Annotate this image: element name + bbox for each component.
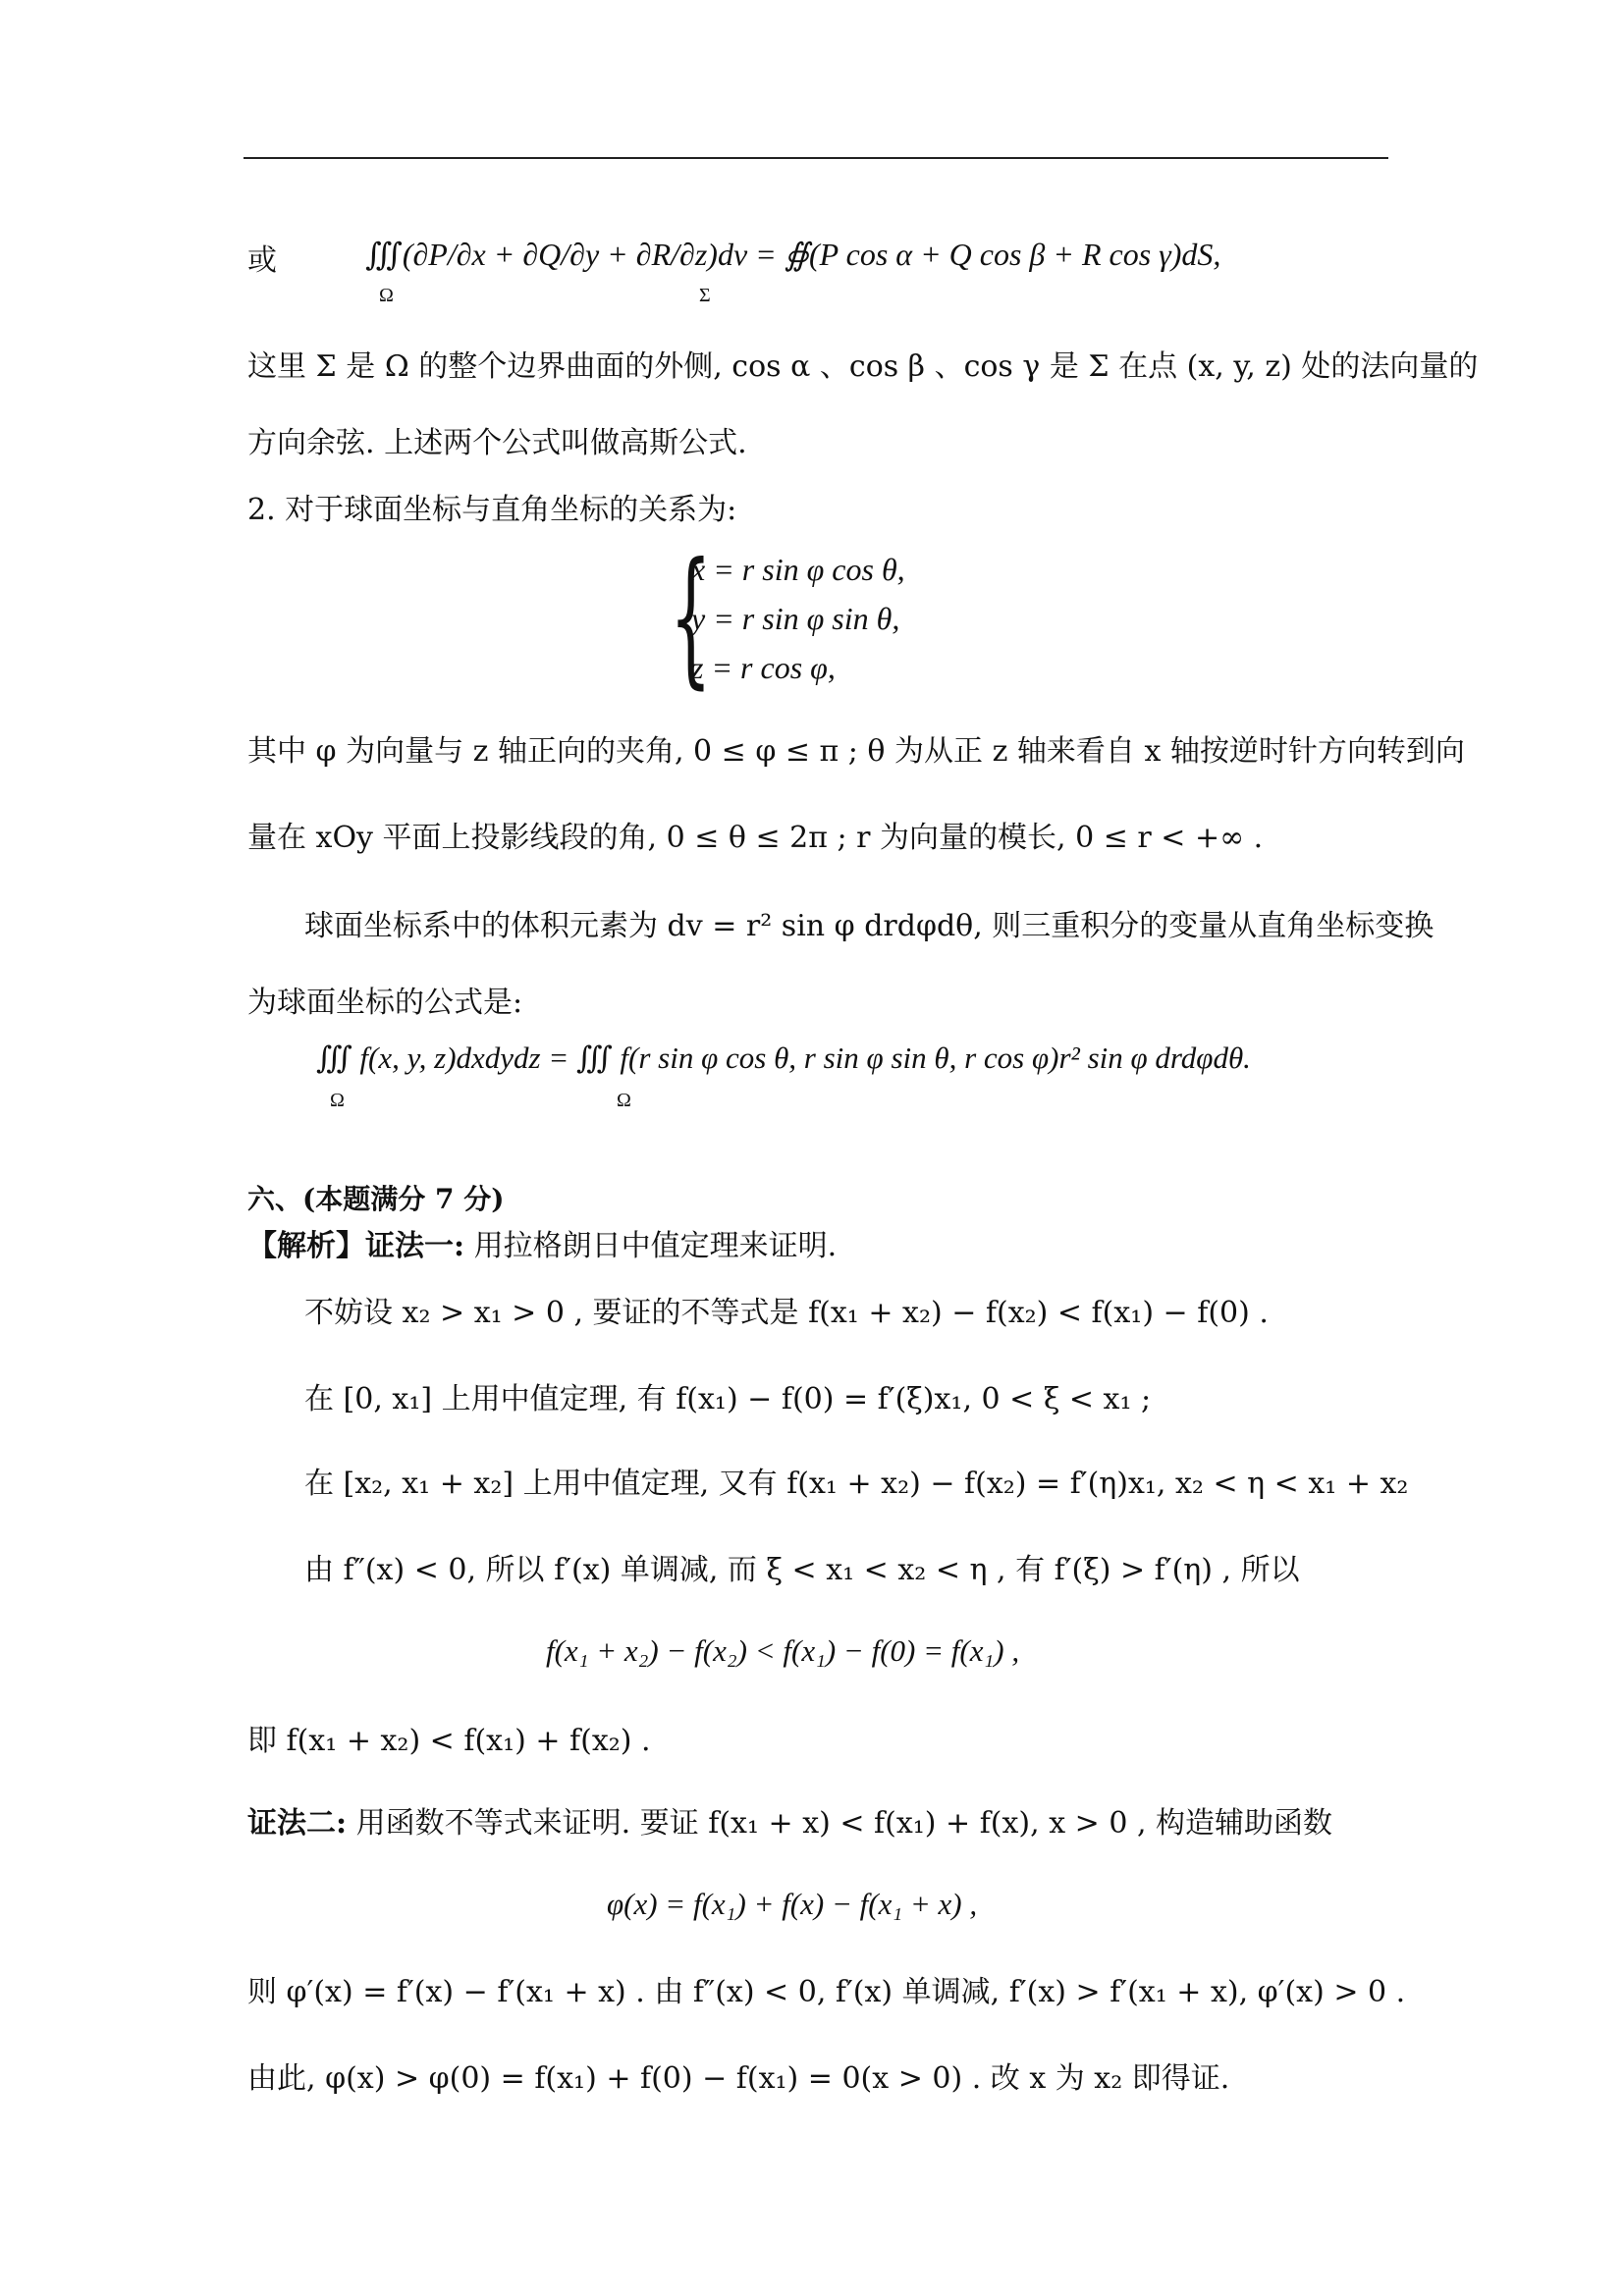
- header-rule: [244, 157, 1388, 159]
- gauss-prefix: 或: [247, 243, 277, 278]
- analysis-text: 用拉格朗日中值定理来证明.: [473, 1229, 838, 1263]
- proof1-line1: 不妨设 x₂ > x₁ > 0 , 要证的不等式是 f(x₁ + x₂) − f(x₂) < f(x₁) − f(0) .: [304, 1296, 1269, 1330]
- proof1-line2: 在 [0, x₁] 上用中值定理, 有 f(x₁) − f(0) = f′(ξ)x₁, 0 < ξ < x₁ ;: [304, 1382, 1152, 1416]
- spherical-desc-line1: 其中 φ 为向量与 z 轴正向的夹角, 0 ≤ φ ≤ π ; θ 为从正 z 轴来看自 x 轴按逆时针方向转到向: [247, 734, 1465, 769]
- triple-omega-right: Ω: [617, 1090, 631, 1111]
- proof1-line3: 在 [x₂, x₁ + x₂] 上用中值定理, 又有 f(x₁ + x₂) − f(x₂) = f′(η)x₁, x₂ < η < x₁ + x₂: [304, 1467, 1409, 1501]
- proof2-line8: 则 φ′(x) = f′(x) − f′(x₁ + x) . 由 f″(x) < 0, f′(x) 单调减, f′(x) > f′(x₁ + x), φ′(x) > 0 .: [247, 1975, 1406, 2009]
- gauss-sigma-sub: Σ: [699, 285, 711, 306]
- gauss-note-line1: 这里 Σ 是 Ω 的整个边界曲面的外侧, cos α 、cos β 、cos γ 是 Σ 在点 (x, y, z) 处的法向量的: [247, 349, 1479, 384]
- gauss-note-line2: 方向余弦. 上述两个公式叫做高斯公式.: [247, 426, 747, 460]
- proof1-line5: f(x₁ + x₂) − f(x₂) < f(x₁) − f(0) = f(x₁) ,: [546, 1633, 1020, 1668]
- volume-line2: 为球面坐标的公式是:: [247, 986, 523, 1020]
- proof2-line9: 由此, φ(x) > φ(0) = f(x₁) + f(0) − f(x₁) = 0(x > 0) . 改 x 为 x₂ 即得证.: [247, 2061, 1230, 2096]
- triple-integral-formula: ∭ f(x, y, z)dxdydz = ∭ f(r sin φ cos θ, r sin φ sin θ, r cos φ)r² sin φ drdφdθ.: [316, 1041, 1251, 1075]
- proof2-line7: φ(x) = f(x₁) + f(x) − f(x₁ + x) ,: [607, 1887, 978, 1921]
- spherical-heading: 2. 对于球面坐标与直角坐标的关系为:: [247, 493, 737, 527]
- gauss-formula: ∭(∂P/∂x + ∂Q/∂y + ∂R/∂z)dv = ∯(P cos α + Q cos β + R cos γ)dS,: [365, 237, 1221, 272]
- gauss-omega-sub: Ω: [379, 285, 394, 306]
- method2-line: [247, 1802, 1332, 1845]
- proof1-line6: 即 f(x₁ + x₂) < f(x₁) + f(x₂) .: [247, 1724, 651, 1758]
- analysis-label: 【解析】证法一:: [247, 1229, 465, 1263]
- eq-x: x = r sin φ cos θ,: [691, 552, 905, 587]
- eq-z: z = r cos φ,: [691, 650, 836, 685]
- analysis-line: [247, 1225, 837, 1268]
- triple-omega-left: Ω: [330, 1090, 345, 1111]
- method2-text: 用函数不等式来证明. 要证 f(x₁ + x) < f(x₁) + f(x), x > 0 , 构造辅助函数: [355, 1806, 1333, 1841]
- method2-label: 证法二:: [247, 1806, 348, 1841]
- section6-title: 六、(本题满分 7 分): [247, 1183, 505, 1215]
- spherical-desc-line2: 量在 xOy 平面上投影线段的角, 0 ≤ θ ≤ 2π ; r 为向量的模长, 0 ≤ r < +∞ .: [247, 821, 1264, 855]
- proof1-line4: 由 f″(x) < 0, 所以 f′(x) 单调减, 而 ξ < x₁ < x₂ < η , 有 f′(ξ) > f′(η) , 所以: [304, 1553, 1300, 1587]
- eq-y: y = r sin φ sin θ,: [691, 601, 900, 636]
- volume-line1: 球面坐标系中的体积元素为 dv = r² sin φ drdφdθ, 则三重积分的变量从直角坐标变换: [304, 909, 1435, 943]
- system-brace: {: [670, 532, 712, 703]
